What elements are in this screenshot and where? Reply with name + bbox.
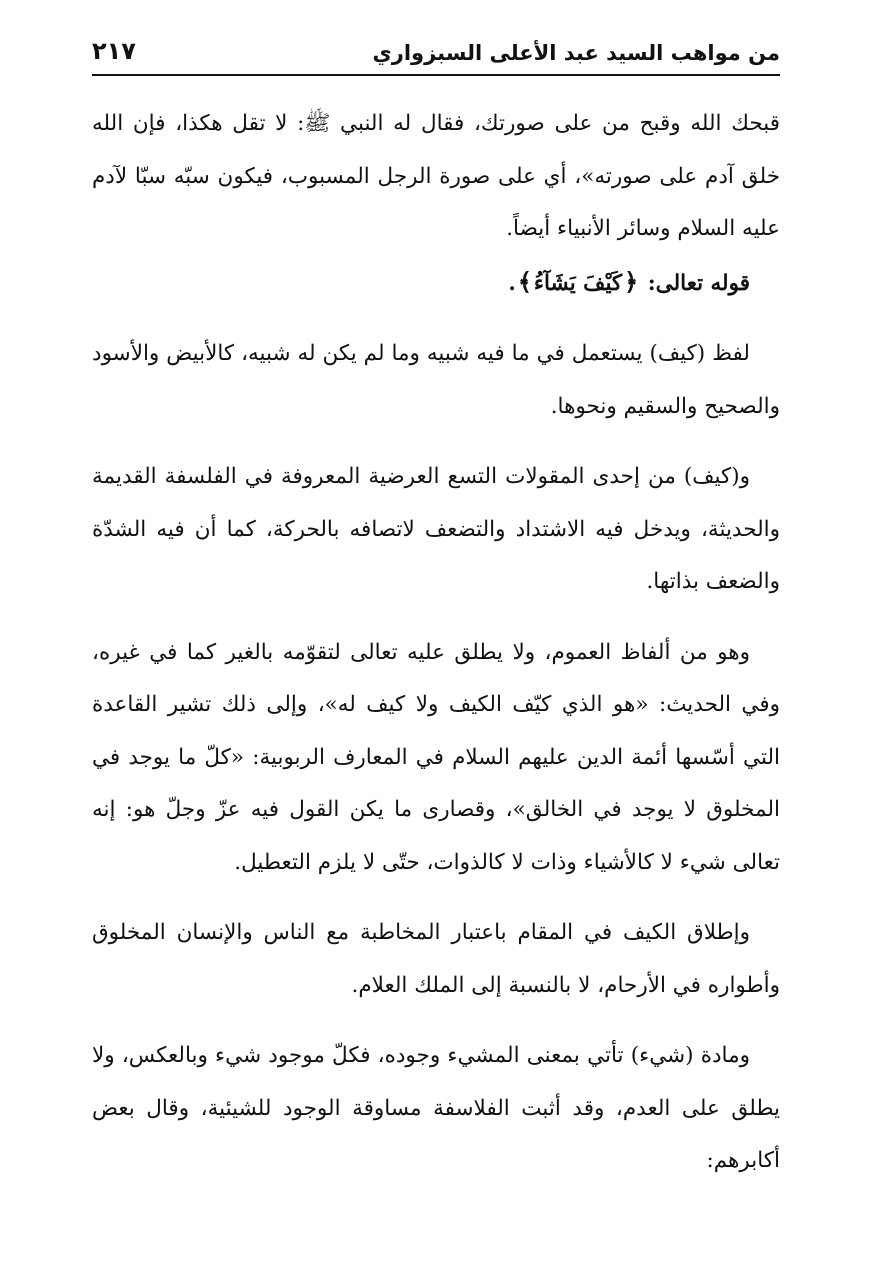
verse-intro-label: قوله تعالى: <box>647 270 750 296</box>
body-text <box>92 98 780 1188</box>
page-header <box>92 30 780 76</box>
running-title: من مواهب السيد عبد الأعلى السبزواري <box>372 41 780 65</box>
quran-verse: كَيْفَ يَشَآءُ <box>533 270 623 296</box>
page <box>92 30 780 1240</box>
paragraph-4: وهو من ألفاظ العموم، ولا يطلق عليه تعالى لتقوّمه بالغير كما في غيره، وفي الحديث: «هو الذي كيّف الكيف ولا كيف له»، وإلى ذلك تشير القاعدة التي أسّسها أئمة الدين عليهم السلام في المعارف الربوبية: «كلّ ما يوجد في المخلوق لا يوجد في الخالق»، وقصارى ما يكن القول فيه عزّ وجلّ هو: إنه تعالى شيء لا كالأشياء وذات لا كالذوات، حتّى لا يلزم التعطيل. <box>92 639 780 875</box>
paragraph-6: ومادة (شيء) تأتي بمعنى المشيء وجوده، فكلّ موجود شيء وبالعكس، ولا يطلق على العدم، وقد أثبت الفلاسفة مساوقة الوجود للشيئية، وقال بعض أكابرهم: <box>92 1043 780 1173</box>
page-number: ٢١٧ <box>92 37 136 65</box>
paragraph-2: لفظ (كيف) يستعمل في ما فيه شبيه وما لم يكن له شبيه، كالأبيض والأسود والصحيح والسقيم ونحوها. <box>92 341 780 419</box>
ornate-bracket-open: ﴿ <box>624 267 639 296</box>
quran-verse-heading <box>92 256 780 311</box>
paragraph-3: و(كيف) من إحدى المقولات التسع العرضية المعروفة في الفلسفة القديمة والحديثة، ويدخل فيه الاشتداد والتضعف لاتصافه بالحركة، كما أن فيه الشدّة والضعف بذاتها. <box>92 464 780 594</box>
verse-end-mark: . <box>508 270 516 296</box>
paragraph-5: وإطلاق الكيف في المقام باعتبار المخاطبة مع الناس والإنسان المخلوق وأطواره في الأرحام، لا بالنسبة إلى الملك العلام. <box>92 920 780 998</box>
ornate-bracket-close: ﴾ <box>517 267 532 296</box>
paragraph-1: قبحك الله وقبح من على صورتك، فقال له النبي ﷺ: لا تقل هكذا، فإن الله خلق آدم على صورته»، أي على صورة الرجل المسبوب، فيكون سبّه سبّا لآدم عليه السلام وسائر الأنبياء أيضاً. <box>92 111 780 241</box>
